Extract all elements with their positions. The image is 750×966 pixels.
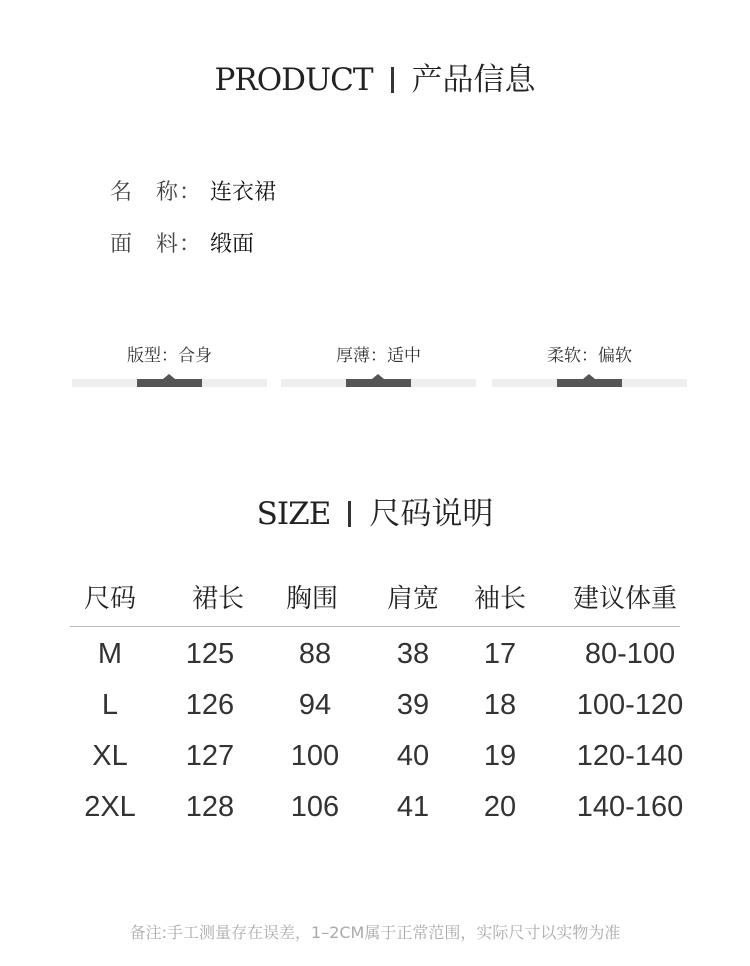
size-cell: 128 — [185, 791, 235, 823]
size-header-cell: 袖长 — [473, 584, 526, 614]
size-cell: 106 — [290, 791, 340, 823]
size-cell: 125 — [185, 638, 235, 670]
size-cell: 39 — [396, 689, 430, 721]
scale-indicator — [346, 379, 411, 387]
attribute-scale — [492, 379, 687, 387]
scale-indicator — [557, 379, 622, 387]
size-header-cell: 尺码 — [83, 584, 136, 614]
size-title-en: SIZE — [256, 496, 331, 532]
size-cell: 100 — [290, 740, 340, 772]
size-cell: 41 — [396, 791, 430, 823]
size-section-title — [0, 488, 750, 533]
size-header-cell: 胸围 — [285, 584, 338, 614]
attribute-label: 柔软： — [547, 346, 598, 366]
title-divider — [391, 67, 394, 93]
size-cell: 127 — [185, 740, 235, 772]
info-label: 面 料： — [110, 232, 203, 257]
size-cell: 17 — [483, 638, 517, 670]
attribute-scale — [281, 379, 476, 387]
size-cell: 18 — [483, 689, 517, 721]
attribute-value: 适中 — [387, 346, 421, 366]
attribute-softness — [492, 341, 687, 387]
size-header-cell: 裙长 — [191, 584, 244, 614]
size-cell: L — [101, 689, 119, 721]
attribute-text — [72, 341, 267, 366]
size-cell: M — [97, 638, 123, 670]
size-cell: 20 — [483, 791, 517, 823]
size-cell: 94 — [298, 689, 332, 721]
size-cell: 120-140 — [576, 740, 684, 772]
scale-marker — [372, 374, 384, 379]
size-cell: 19 — [483, 740, 517, 772]
attribute-value: 偏软 — [598, 346, 632, 366]
product-section-title — [0, 54, 750, 99]
scale-indicator — [137, 379, 202, 387]
size-title-cn: 尺码说明 — [369, 496, 494, 532]
product-title-cn: 产品信息 — [411, 62, 536, 98]
size-cell: 80-100 — [584, 638, 676, 670]
info-label: 名 称： — [110, 180, 203, 205]
footnote: 备注:手工测量存在误差，1–2CM属于正常范围，实际尺寸以实物为准 — [129, 923, 621, 942]
size-cell: 2XL — [84, 791, 136, 823]
size-cell: 88 — [298, 638, 332, 670]
info-row-fabric — [110, 227, 254, 258]
title-divider — [348, 501, 351, 527]
scale-marker — [583, 374, 595, 379]
info-row-name — [110, 175, 276, 206]
attribute-fit — [72, 341, 267, 387]
attribute-thickness — [281, 341, 476, 387]
size-cell: 140-160 — [576, 791, 684, 823]
attribute-label: 厚薄： — [336, 346, 387, 366]
attribute-text — [492, 341, 687, 366]
size-cell: 40 — [396, 740, 430, 772]
attribute-value: 合身 — [178, 346, 212, 366]
size-cell: 100-120 — [576, 689, 684, 721]
info-value: 缎面 — [210, 232, 255, 257]
table-divider — [70, 626, 680, 627]
scale-marker — [163, 374, 175, 379]
attribute-text — [281, 341, 476, 366]
size-cell: XL — [92, 740, 128, 772]
size-header-cell: 肩宽 — [386, 584, 439, 614]
product-title-en: PRODUCT — [214, 62, 373, 98]
size-header-cell: 建议体重 — [572, 584, 677, 614]
info-value: 连衣裙 — [210, 180, 277, 205]
size-cell: 126 — [185, 689, 235, 721]
attribute-scale — [72, 379, 267, 387]
attribute-label: 版型： — [127, 346, 178, 366]
size-cell: 38 — [396, 638, 430, 670]
